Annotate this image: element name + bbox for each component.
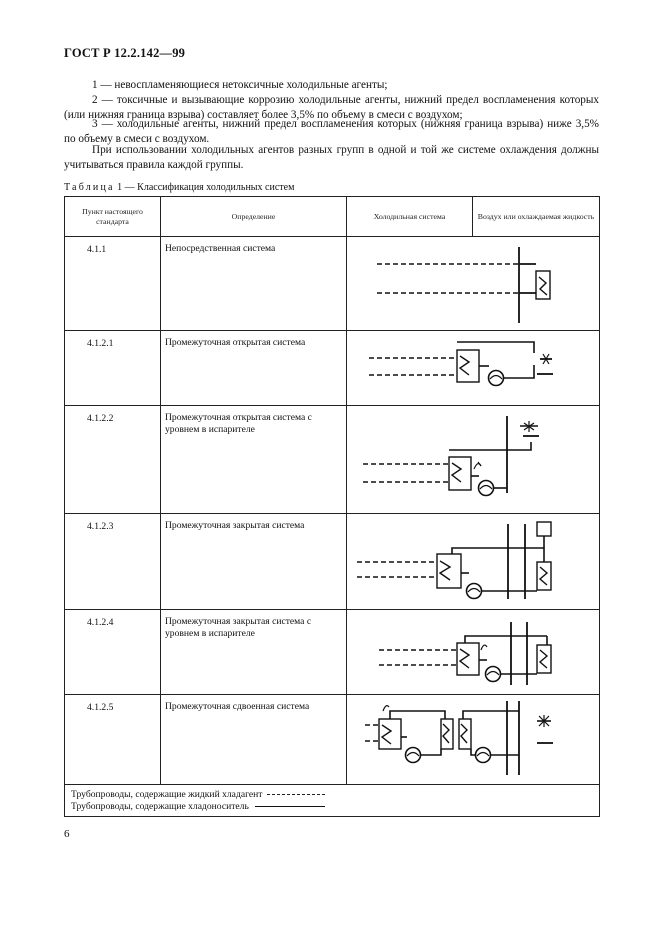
page-number: 6 bbox=[64, 828, 70, 840]
indirect-open-vented-diagram bbox=[347, 406, 600, 514]
row-item: 4.1.2.3 bbox=[65, 514, 161, 610]
row-item: 4.1.1 bbox=[65, 237, 161, 331]
diagram-double-indirect bbox=[347, 695, 600, 785]
legend-coolant: Трубопроводы, содержащие хладоноситель bbox=[71, 801, 593, 813]
diagram-indirect-closed bbox=[347, 514, 600, 610]
header-medium: Воздух или охлаждаемая жидкость bbox=[473, 197, 600, 237]
row-item: 4.1.2.5 bbox=[65, 695, 161, 785]
paragraph-2: 2 — токсичные и вызывающие коррозию холодильные агенты, нижний предел воспламенения которых (или нижняя граница взрыва) составляет более 3,5% по объему в смеси с воздухом; bbox=[64, 94, 599, 121]
table-row bbox=[65, 237, 600, 331]
row-definition: Промежуточная открытая система с уровнем в испарителе bbox=[161, 406, 347, 514]
table-row bbox=[65, 695, 600, 785]
double-indirect-diagram bbox=[347, 695, 600, 785]
row-definition: Промежуточная открытая система bbox=[161, 331, 347, 406]
paragraph-4: При использовании холодильных агентов разных групп в одной и той же системе охлаждения должны учитываться правила каждой группы. bbox=[64, 144, 599, 171]
table-caption: Таблица 1 — Классификация холодильных систем bbox=[64, 182, 295, 193]
header-system: Холодильная система bbox=[347, 197, 473, 237]
dashed-line-symbol bbox=[267, 794, 325, 795]
table-row bbox=[65, 610, 600, 695]
classification-table bbox=[64, 196, 600, 817]
table-row bbox=[65, 406, 600, 514]
indirect-closed-diagram bbox=[347, 514, 600, 610]
row-definition: Промежуточная закрытая система с уровнем в испарителе bbox=[161, 610, 347, 695]
diagram-indirect-closed-vented bbox=[347, 610, 600, 695]
diagram-direct bbox=[347, 237, 600, 331]
row-definition: Промежуточная закрытая система bbox=[161, 514, 347, 610]
header-definition: Определение bbox=[161, 197, 347, 237]
legend-row bbox=[65, 785, 600, 817]
indirect-closed-vented-diagram bbox=[347, 610, 600, 695]
table-row bbox=[65, 331, 600, 406]
direct-system-diagram bbox=[347, 237, 600, 331]
paragraph-3: 3 — холодильные агенты, нижний предел воспламенения которых (нижняя граница взрыва) ниже 3,5% по объему в смеси с воздухом. bbox=[64, 118, 599, 145]
indirect-open-diagram bbox=[347, 331, 600, 406]
diagram-indirect-open-vented bbox=[347, 406, 600, 514]
diagram-indirect-open bbox=[347, 331, 600, 406]
document-header: ГОСТ Р 12.2.142—99 bbox=[64, 46, 186, 60]
solid-line-symbol bbox=[255, 806, 325, 807]
legend bbox=[65, 785, 600, 817]
table-row bbox=[65, 514, 600, 610]
row-item: 4.1.2.1 bbox=[65, 331, 161, 406]
row-definition: Промежуточная сдвоенная система bbox=[161, 695, 347, 785]
row-item: 4.1.2.4 bbox=[65, 610, 161, 695]
legend-liquid: Трубопроводы, содержащие жидкий хладагент bbox=[71, 789, 593, 801]
row-item: 4.1.2.2 bbox=[65, 406, 161, 514]
header-item: Пункт настоящего стандарта bbox=[65, 197, 161, 237]
table-header-row bbox=[65, 197, 600, 237]
row-definition: Непосредственная система bbox=[161, 237, 347, 331]
paragraph-1: 1 — невоспламеняющиеся нетоксичные холодильные агенты; bbox=[92, 79, 388, 91]
